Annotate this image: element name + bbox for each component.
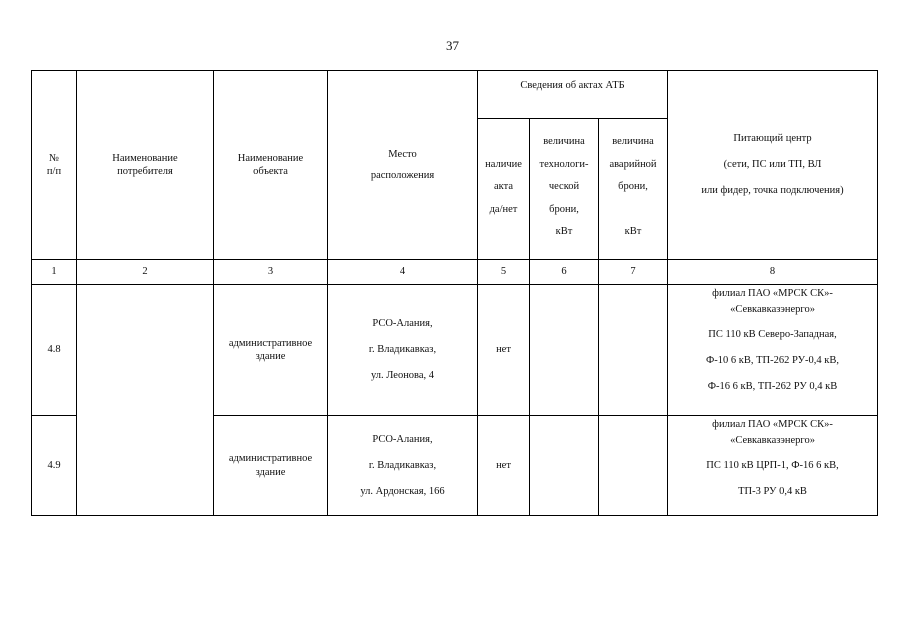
location-cell: РСО-Алания, г. Владикавказ, ул. Леонова, 4 [328,285,478,416]
header-object: Наименование объекта [214,71,328,260]
consumer-cell [77,285,214,516]
column-number: 1 [32,260,77,285]
emergency-reserve-cell [599,416,668,516]
header-location: Место расположения [328,71,478,260]
page-number: 37 [446,38,459,53]
row-number: 4.9 [32,416,77,516]
table-row [32,285,878,416]
header-act: наличие акта да/нет [478,119,530,260]
object-cell: административное здание [214,416,328,516]
header-emergency-reserve: величина аварийной брони, кВт [599,119,668,260]
act-cell: нет [478,285,530,416]
header-atb-group: Сведения об актах АТБ [478,71,668,119]
location-cell: РСО-Алания, г. Владикавказ, ул. Ардонская, 166 [328,416,478,516]
column-number: 2 [77,260,214,285]
power-center-cell: филиал ПАО «МРСК СК»- «Севкавказэнерго» ПС 110 кВ Северо-Западная, Ф-10 6 кВ, ТП-262 РУ-0,4 кВ, Ф-16 6 кВ, ТП-262 РУ 0,4 кВ [668,285,878,416]
tech-reserve-cell [530,285,599,416]
column-number: 4 [328,260,478,285]
column-number: 7 [599,260,668,285]
atb-table [31,70,878,516]
object-cell: административное здание [214,285,328,416]
header-no: № п/п [32,71,77,260]
header-tech-reserve: величина технологи- ческой брони, кВт [530,119,599,260]
column-number: 5 [478,260,530,285]
column-number: 3 [214,260,328,285]
emergency-reserve-cell [599,285,668,416]
tech-reserve-cell [530,416,599,516]
act-cell: нет [478,416,530,516]
column-number: 6 [530,260,599,285]
column-number: 8 [668,260,878,285]
power-center-cell: филиал ПАО «МРСК СК»- «Севкавказэнерго» ПС 110 кВ ЦРП-1, Ф-16 6 кВ, ТП-3 РУ 0,4 кВ [668,416,878,516]
row-number: 4.8 [32,285,77,416]
column-number-row [32,260,878,285]
header-power-center: Питающий центр (сети, ПС или ТП, ВЛ или фидер, точка подключения) [668,71,878,260]
header-consumer: Наименование потребителя [77,71,214,260]
